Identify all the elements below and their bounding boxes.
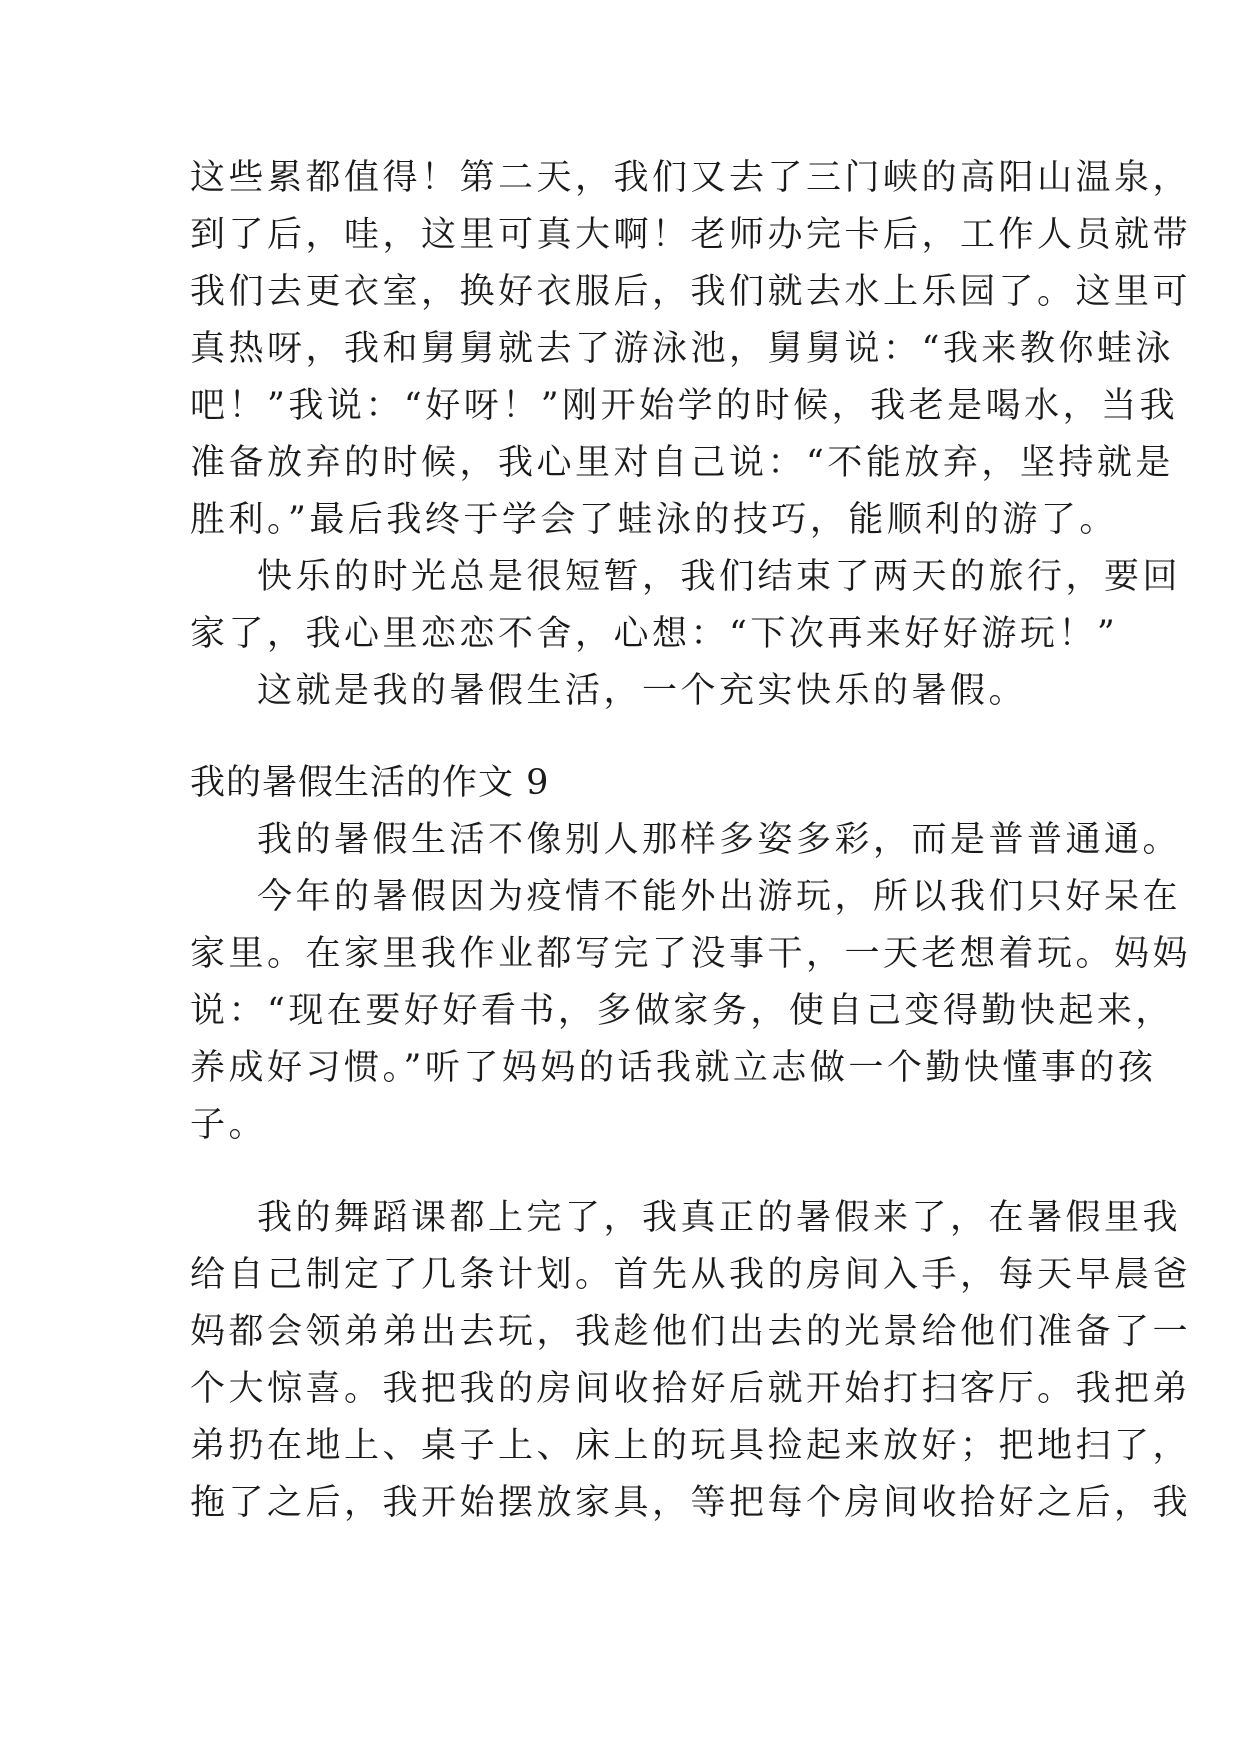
paragraph-line: 家里。在家里我作业都写完了没事干，一天老想着玩。妈妈 (190, 934, 1192, 974)
paragraph-line: 这就是我的暑假生活，一个充实快乐的暑假。 (257, 671, 1028, 711)
paragraph-line: 快乐的时光总是很短暂，我们结束了两天的旅行，要回 (257, 557, 1182, 597)
paragraph-line: 真热呀，我和舅舅就去了游泳池，舅舅说：“我来教你蛙泳 (190, 329, 1174, 369)
paragraph-line: 养成好习惯。”听了妈妈的话我就立志做一个勤快懂事的孩 (190, 1048, 1157, 1088)
paragraph-line: 我的舞蹈课都上完了，我真正的暑假来了，在暑假里我 (257, 1198, 1182, 1238)
section-heading: 我的暑假生活的作文 9 (190, 763, 550, 803)
paragraph-line: 今年的暑假因为疫情不能外出游玩，所以我们只好呆在 (257, 877, 1182, 917)
paragraph-line: 弟扔在地上、桌子上、床上的玩具捡起来放好；把地扫了， (190, 1426, 1192, 1466)
paragraph-line: 到了后，哇，这里可真大啊！老师办完卡后，工作人员就带 (190, 215, 1192, 255)
paragraph-line: 说：“现在要好好看书，多做家务，使自己变得勤快起来， (190, 991, 1174, 1031)
paragraph-line: 妈都会领弟弟出去玩，我趁他们出去的光景给他们准备了一 (190, 1312, 1192, 1352)
paragraph-line: 给自己制定了几条计划。首先从我的房间入手，每天早晨爸 (190, 1255, 1192, 1295)
paragraph-line: 家了，我心里恋恋不舍，心想：“下次再来好好游玩！” (190, 614, 1119, 654)
paragraph-line: 准备放弃的时候，我心里对自己说：“不能放弃，坚持就是 (190, 443, 1174, 483)
paragraph-line: 子。 (190, 1105, 268, 1145)
paragraph-line: 我的暑假生活不像别人那样多姿多彩，而是普普通通。 (257, 820, 1182, 860)
paragraph-line: 这些累都值得！第二天，我们又去了三门峡的高阳山温泉， (190, 158, 1192, 198)
paragraph-line: 吧！”我说：“好呀！”刚开始学的时候，我老是喝水，当我 (190, 386, 1179, 426)
paragraph-line: 胜利。”最后我终于学会了蛙泳的技巧，能顺利的游了。 (190, 500, 1118, 540)
paragraph-line: 我们去更衣室，换好衣服后，我们就去水上乐园了。这里可 (190, 272, 1192, 312)
paragraph-line: 拖了之后，我开始摆放家具，等把每个房间收拾好之后，我 (190, 1483, 1192, 1523)
paragraph-line: 个大惊喜。我把我的房间收拾好后就开始打扫客厅。我把弟 (190, 1369, 1192, 1409)
